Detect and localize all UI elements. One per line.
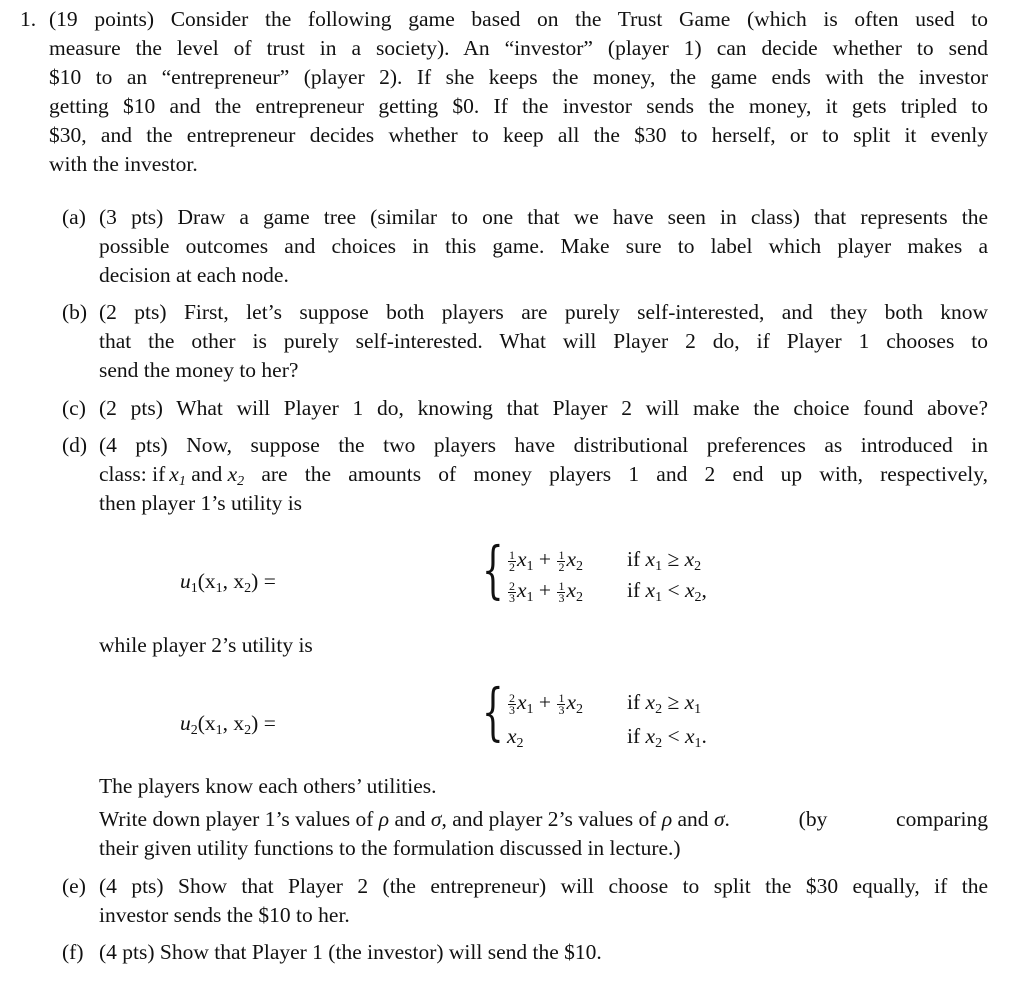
intro-line-4: getting $10 and the entrepreneur getting $0. If the investor sends the money, it gets tripled to	[49, 94, 988, 118]
part-e-line-2: investor sends the $10 to her.	[99, 903, 350, 927]
u2-lhs: $u_2(x_1$, $x_2$) =	[180, 711, 276, 738]
part-a-line-3: decision at each node.	[99, 263, 289, 287]
u1-cond-1: if $x_1 \ge x_2$	[627, 547, 702, 574]
part-a-line-1: (3 pts) Draw a game tree (similar to one that we have seen in class) that represents the	[99, 205, 988, 229]
part-c-line-1: (2 pts) What will Player 1 do, knowing that Player 2 will make the choice found above?	[99, 396, 988, 420]
part-e-line-1: (4 pts) Show that Player 2 (the entrepreneur) will choose to split the $30 equally, if the	[99, 874, 988, 898]
part-b-line-1: (2 pts) First, let’s suppose both players are purely self-interested, and they both know	[99, 300, 988, 324]
part-e-label: (e)	[62, 874, 86, 898]
u2-case-1: $\frac{2}{3}$ $x_1$ + $\frac{1}{3}$ $x_2$	[509, 690, 583, 717]
intro-line-3: $10 to an “entrepreneur” (player 2). If she keeps the money, the game ends with the investor	[49, 65, 988, 89]
part-d-line-3: then player 1’s utility is	[99, 491, 303, 515]
u1-case-1: $\frac{1}{2}$ $x_1$ + $\frac{1}{2}$ $x_2$	[509, 547, 583, 574]
part-b-line-3: send the money to her?	[99, 358, 299, 382]
intro-line-1: (19 points) Consider the following game based on the Trust Game (which is often used to	[49, 7, 988, 31]
part-f-line-1: (4 pts) Show that Player 1 (the investor) will send the $10.	[99, 940, 602, 964]
part-f-label: (f)	[62, 940, 84, 964]
while-player2-text: while player 2’s utility is	[99, 633, 313, 657]
part-b-label: (b)	[62, 300, 88, 324]
intro-line-6: with the investor.	[49, 152, 198, 176]
part-c-label: (c)	[62, 396, 86, 420]
intro-line-5: $30, and the entrepreneur decides whether to keep all the $30 to herself, or to split it evenly	[49, 123, 988, 147]
problem-number: 1.	[20, 7, 37, 31]
u1-case-2: $\frac{2}{3}$ $x_1$ + $\frac{1}{3}$ $x_2$	[509, 578, 583, 605]
u1-lhs: $u_1(x_1$, $x_2$) =	[180, 569, 276, 596]
players-know-text: The players know each others’ utilities.	[99, 774, 437, 798]
write-down-line-1: Write down player 1’s values of ρ and σ , and player 2’s values of ρ and σ . (by comparing	[99, 807, 988, 831]
x1-symbol: $x_1$	[169, 462, 186, 489]
intro-line-2: measure the level of trust in a society). An “investor” (player 1) can decide whether to send	[49, 36, 988, 60]
x2-symbol: $x_2$	[227, 462, 245, 489]
u2-cond-2: if $x_2 < x_1$.	[627, 724, 707, 751]
part-d-label: (d)	[62, 433, 88, 457]
part-b-line-2: that the other is purely self-interested. What will Player 2 do, if Player 1 chooses to	[99, 329, 988, 353]
u2-cond-1: if $x_2 \ge x_1$	[627, 690, 702, 717]
part-d-line-2: class: if $x_1$ and $x_2$ are the amounts of money players 1 and 2 end up with, respectively,	[99, 462, 988, 489]
part-a-label: (a)	[62, 205, 86, 229]
part-d-line-1: (4 pts) Now, suppose the two players have distributional preferences as introduced in	[99, 433, 988, 457]
u1-cond-2: if $x_1 < x_2$,	[627, 578, 707, 605]
part-a-line-2: possible outcomes and choices in this game. Make sure to label which player makes a	[99, 234, 988, 258]
write-down-line-2: their given utility functions to the formulation discussed in lecture.)	[99, 836, 681, 860]
u2-case-2: $x_2$	[507, 724, 524, 751]
u1-brace: {	[482, 533, 504, 606]
u2-brace: {	[482, 675, 504, 748]
